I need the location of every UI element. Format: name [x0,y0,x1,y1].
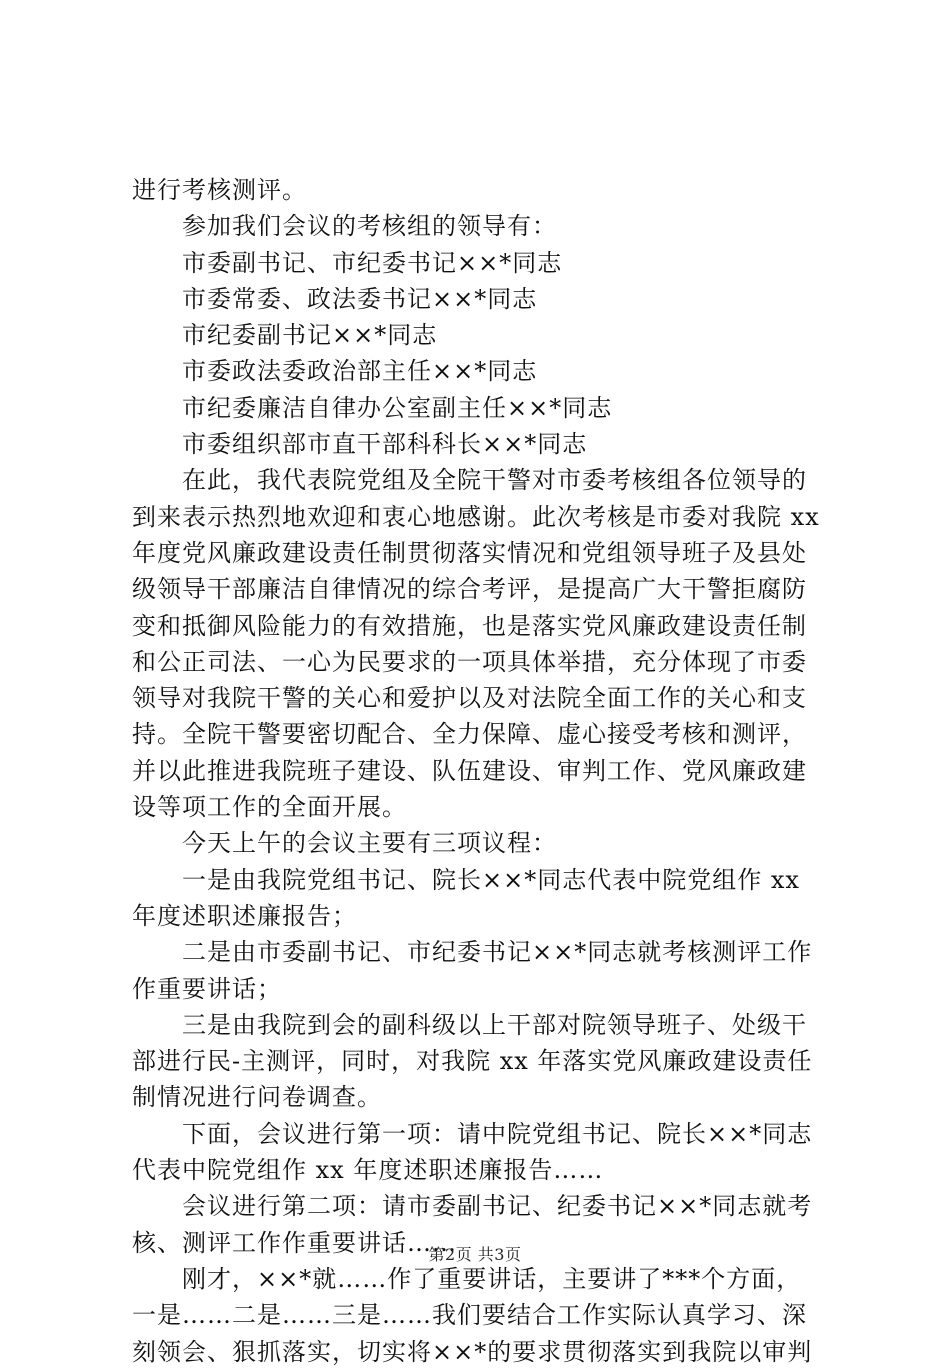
text-line: 和公正司法、一心为民要求的一项具体举措，充分体现了市委 [132,647,807,676]
text-line: 在此，我代表院党组及全院干警对市委考核组各位领导的 [182,466,807,495]
text-line: 三是由我院到会的副科级以上干部对院领导班子、处级干 [182,1010,807,1039]
document-body [132,172,832,1370]
text-line: 变和抵御风险能力的有效措施，也是落实党风廉政建设责任制 [132,611,807,640]
text-line: 下面，会议进行第一项：请中院党组书记、院长××*同志 [182,1119,813,1148]
text-line: 持。全院干警要密切配合、全力保障、虚心接受考核和测评， [132,720,807,749]
text-line: 市纪委廉洁自律办公室副主任××*同志 [182,393,613,422]
text-line: 制情况进行问卷调查。 [132,1083,382,1112]
text-line: 领导对我院干警的关心和爱护以及对法院全面工作的关心和支 [132,684,807,713]
text-line: 年度党风廉政建设责任制贯彻落实情况和党组领导班子及县处 [132,538,807,567]
text-line: 进行考核测评。 [132,176,307,204]
text-line: 一是……二是……三是……我们要结合工作实际认真学习、深 [132,1301,807,1330]
text-line: 市委副书记、市纪委书记××*同志 [182,248,563,277]
text-line: 刚才，××*就……作了重要讲话，主要讲了***个方面， [182,1264,802,1293]
text-line: 并以此推进我院班子建设、队伍建设、审判工作、党风廉政建 [132,756,807,785]
text-line: 作重要讲话； [132,974,282,1003]
text-line: 市委组织部市直干部科科长××*同志 [182,430,588,459]
text-line: 部进行民-主测评，同时，对我院 xx 年落实党风廉政建设责任 [132,1047,813,1076]
text-line: 到来表示热烈地欢迎和衷心地感谢。此次考核是市委对我院 xx [132,502,820,531]
text-line: 市委常委、政法委书记××*同志 [182,284,538,313]
text-line: 一是由我院党组书记、院长××*同志代表中院党组作 xx [182,865,800,894]
text-line: 参加我们会议的考核组的领导有： [182,212,557,241]
text-line: 核、测评工作作重要讲话…… [132,1228,457,1257]
text-line: 年度述职述廉报告； [132,901,357,930]
text-line: 会议进行第二项：请市委副书记、纪委书记××*同志就考 [182,1192,813,1221]
text-line: 市委政法委政治部主任××*同志 [182,357,538,386]
text-line: 级领导干部廉洁自律情况的综合考评，是提高广大干警拒腐防 [132,575,807,604]
text-line: 代表中院党组作 xx 年度述职述廉报告…… [132,1156,604,1185]
text-line: 刻领会、狠抓落实，切实将××*的要求贯彻落实到我院以审判 [132,1337,813,1366]
text-line: 今天上午的会议主要有三项议程： [182,829,557,858]
text-line: 设等项工作的全面开展。 [132,793,407,822]
text-line: 市纪委副书记××*同志 [182,321,438,350]
text-line: 二是由市委副书记、市纪委书记××*同志就考核测评工作 [182,938,813,967]
page-number-footer: 第2页 共3页 [428,1245,522,1264]
